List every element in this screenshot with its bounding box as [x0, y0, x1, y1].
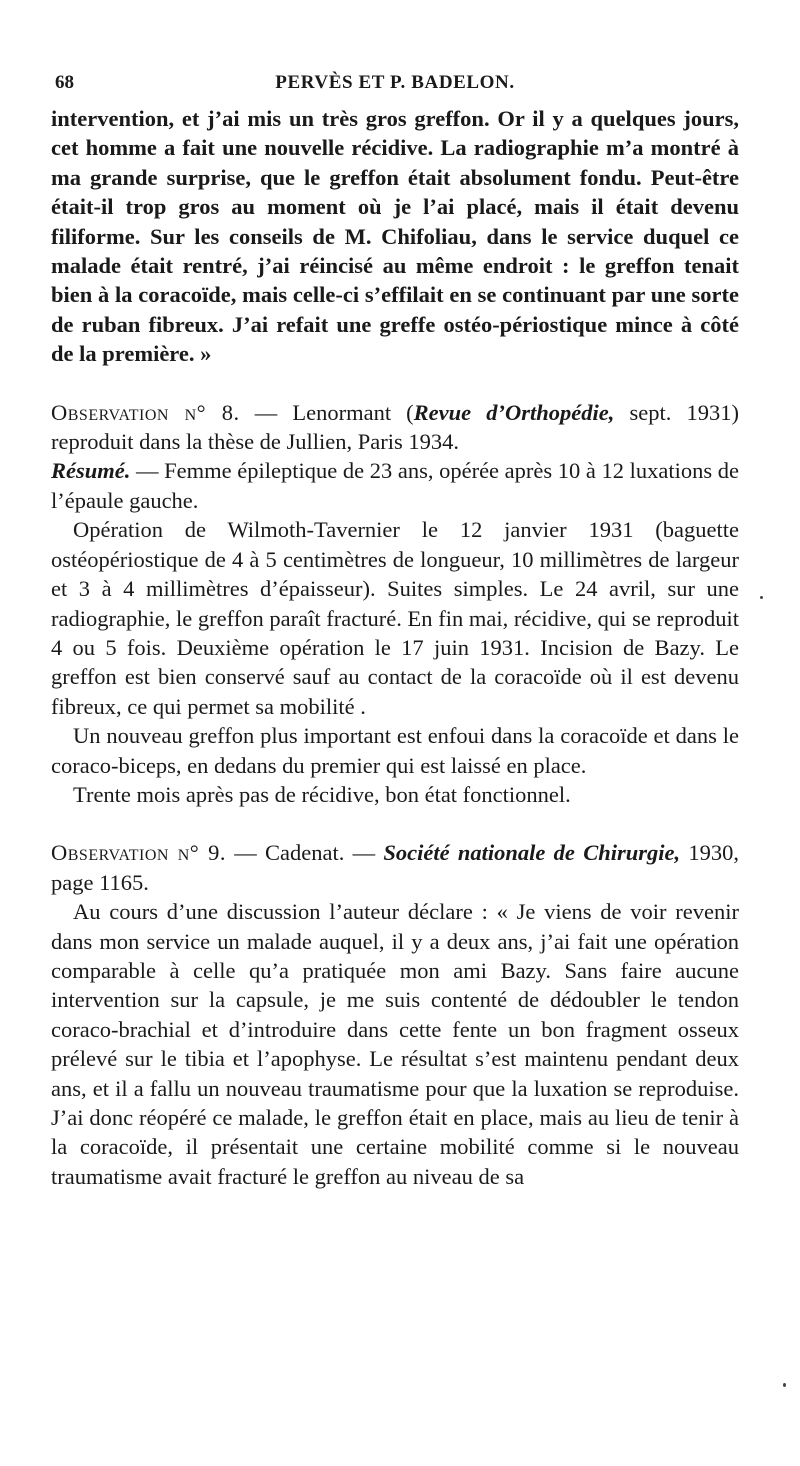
- observation-9-label: Observation n° 9.: [51, 840, 226, 866]
- book-page: [51, 68, 739, 1191]
- paragraph-quote-continuation: intervention, et j’ai mis un très gros greffon. Or il y a quelques jours, cet homme a fait une nouvelle récidive. La radiographie m’a montré à ma grande surprise, que le greffon était absolument fondu. Peut-être était-il trop gros au moment où je l’ai placé, mais il était devenu filiforme. Sur les conseils de M. Chifoliau, dans le service duquel ce malade était rentré, j’ai réincisé au même endroit : le greffon tenait bien à la coracoïde, mais celle-ci s’effilait en se continuant par une sorte de ruban fibreux. J’ai refait une greffe ostéo-périostique mince à côté de la première. »: [51, 106, 739, 367]
- page-number: 68: [55, 72, 74, 93]
- section-gap: [51, 369, 739, 398]
- running-title: PERVÈS ET P. BADELON.: [275, 72, 515, 93]
- observation-8-paragraph-3: Trente mois après pas de récidive, bon état fonctionnel.: [73, 781, 571, 807]
- observation-9-reference: 1930, page 1165.: [51, 840, 740, 895]
- section-gap: [51, 809, 739, 838]
- observation-9-paragraph-1: Au cours d’une discussion l’auteur déclare : « Je viens de voir revenir dans mon service un malade auquel, il y a deux ans, j’ai fait une opération comparable à celle qu’a pratiquée mon ami Bazy. Sans faire aucune intervention sur la capsule, je me suis contenté de dédoubler le tendon coraco-brachial et d’introduire dans cette fente un bon fragment osseux prélevé sur le tibia et l’apophyse. Le résultat s’est maintenu pendant deux ans, et il a fallu un nouveau traumatisme pour que la luxation se reproduise. J’ai donc réopéré ce malade, le greffon était en place, mais au lieu de tenir à la coracoïde, il présentait une certaine mobilité comme si le nouveau traumatisme avait fracturé le greffon au niveau de sa: [51, 899, 739, 1189]
- running-head: [51, 68, 739, 104]
- observation-8-reference: sept. 1931) reproduit dans la thèse de Jullien, Paris 1934.: [51, 399, 739, 455]
- paper-speck: [760, 596, 763, 599]
- observation-8-paragraph-2: Un nouveau greffon plus important est enfoui dans la coracoïde et dans le coraco-biceps, en dedans du premier qui est laissé en place.: [51, 723, 739, 778]
- observation-8-resume: [51, 456, 739, 515]
- observation-8-journal: Revue d’Orthopédie,: [413, 399, 615, 425]
- resume-text: — Femme épileptique de 23 ans, opérée après 10 à 12 luxations de l’épaule gauche.: [51, 458, 739, 513]
- observation-9-journal: Société nationale de Chirurgie,: [383, 840, 681, 866]
- observation-8-paragraph-1: Opération de Wilmoth-Tavernier le 12 janvier 1931 (baguette ostéopériostique de 4 à 5 centimètres de longueur, 10 millimètres de largeur et 3 à 4 millimètres d’épaisseur). Suites simples. Le 24 avril, sur une radiographie, le greffon paraît fracturé. En fin mai, récidive, qui se reproduit 4 ou 5 fois. Deuxième opération le 17 juin 1931. Incision de Bazy. Le greffon est bien conservé sauf au contact de la coracoïde où il est devenu fibreux, ce qui permet sa mobilité .: [51, 517, 739, 719]
- observation-8-author: — Lenormant (: [239, 399, 414, 425]
- paper-speck: [783, 1383, 786, 1387]
- observation-9-heading: [51, 838, 739, 897]
- body-text: [51, 104, 739, 1191]
- resume-label: Résumé.: [51, 458, 131, 484]
- observation-8-heading: [51, 398, 739, 457]
- observation-8-label: Observation n° 8.: [51, 399, 240, 425]
- observation-9-author: — Cadenat. —: [225, 840, 384, 866]
